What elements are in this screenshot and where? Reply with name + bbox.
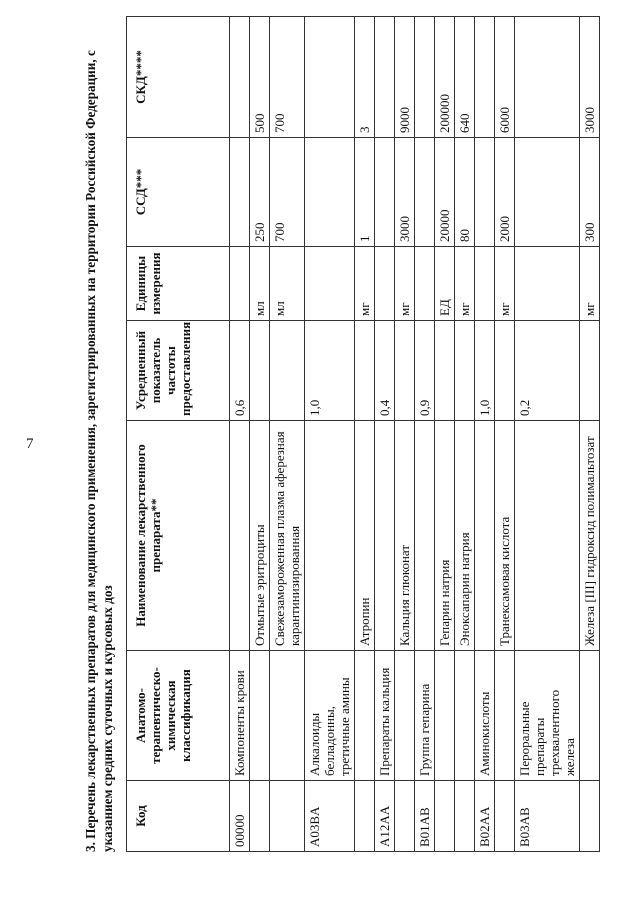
cell-unit: ЕД bbox=[435, 247, 455, 321]
cell-ssd bbox=[475, 138, 495, 247]
table-row bbox=[455, 17, 475, 852]
cell-unit bbox=[305, 247, 355, 321]
cell-drug bbox=[475, 421, 495, 651]
cell-unit bbox=[415, 247, 435, 321]
cell-code bbox=[580, 781, 600, 852]
cell-drug: Транексамовая кислота bbox=[495, 421, 515, 651]
cell-freq bbox=[495, 321, 515, 421]
cell-skd: 200000 bbox=[435, 17, 455, 138]
cell-ssd: 250 bbox=[250, 138, 270, 247]
cell-skd: 3000 bbox=[580, 17, 600, 138]
cell-unit: мл bbox=[270, 247, 305, 321]
cell-atc: Компоненты крови bbox=[230, 651, 250, 781]
cell-code: A12AA bbox=[375, 781, 395, 852]
cell-ssd: 300 bbox=[580, 138, 600, 247]
cell-drug bbox=[515, 421, 580, 651]
table-row bbox=[580, 17, 600, 852]
header-atc: Анатомо-терапевтическо-химическая классификация bbox=[127, 651, 230, 781]
cell-freq: 0,2 bbox=[515, 321, 580, 421]
cell-skd bbox=[375, 17, 395, 138]
cell-atc: Алкалоиды белладонны, третичные амины bbox=[305, 651, 355, 781]
cell-drug bbox=[415, 421, 435, 651]
cell-code bbox=[355, 781, 375, 852]
cell-unit: мг bbox=[395, 247, 415, 321]
cell-atc: Пероральные препараты трехвалентного железа bbox=[515, 651, 580, 781]
table-row bbox=[305, 17, 355, 852]
header-row bbox=[127, 17, 230, 852]
cell-freq bbox=[395, 321, 415, 421]
table-row bbox=[475, 17, 495, 852]
cell-ssd bbox=[230, 138, 250, 247]
cell-ssd: 2000 bbox=[495, 138, 515, 247]
cell-unit: мг bbox=[580, 247, 600, 321]
cell-drug bbox=[230, 421, 250, 651]
rotated-content bbox=[82, 17, 622, 852]
cell-freq: 0,9 bbox=[415, 321, 435, 421]
cell-code bbox=[435, 781, 455, 852]
cell-unit: мг bbox=[355, 247, 375, 321]
cell-freq bbox=[455, 321, 475, 421]
table-row bbox=[375, 17, 395, 852]
cell-drug: Свежезамороженная плазма аферезная карантинизированная bbox=[270, 421, 305, 651]
cell-skd bbox=[475, 17, 495, 138]
cell-atc: Аминокислоты bbox=[475, 651, 495, 781]
cell-ssd: 3000 bbox=[395, 138, 415, 247]
cell-skd: 700 bbox=[270, 17, 305, 138]
page-number: 7 bbox=[26, 436, 34, 452]
cell-skd: 9000 bbox=[395, 17, 415, 138]
cell-ssd bbox=[515, 138, 580, 247]
cell-code bbox=[495, 781, 515, 852]
cell-freq bbox=[250, 321, 270, 421]
header-drug: Наименование лекарственного препарата** bbox=[127, 421, 230, 651]
cell-drug: Эноксапарин натрия bbox=[455, 421, 475, 651]
cell-atc bbox=[435, 651, 455, 781]
table-row bbox=[495, 17, 515, 852]
cell-atc bbox=[455, 651, 475, 781]
cell-drug: Отмытые эритроциты bbox=[250, 421, 270, 651]
cell-code: B02AA bbox=[475, 781, 495, 852]
header-ssd: ССД*** bbox=[127, 138, 230, 247]
cell-skd: 640 bbox=[455, 17, 475, 138]
cell-skd: 6000 bbox=[495, 17, 515, 138]
cell-atc: Препараты кальция bbox=[375, 651, 395, 781]
cell-freq bbox=[355, 321, 375, 421]
cell-atc bbox=[580, 651, 600, 781]
cell-drug: Атропин bbox=[355, 421, 375, 651]
cell-skd bbox=[230, 17, 250, 138]
cell-ssd bbox=[375, 138, 395, 247]
cell-freq: 1,0 bbox=[475, 321, 495, 421]
cell-drug: Гепарин натрия bbox=[435, 421, 455, 651]
header-freq: Усредненный показатель частоты предоставления bbox=[127, 321, 230, 421]
header-code: Код bbox=[127, 781, 230, 852]
drug-table bbox=[126, 16, 600, 852]
cell-unit: мг bbox=[455, 247, 475, 321]
cell-drug: Кальция глюконат bbox=[395, 421, 415, 651]
cell-unit bbox=[230, 247, 250, 321]
cell-ssd: 1 bbox=[355, 138, 375, 247]
cell-code bbox=[270, 781, 305, 852]
table-row bbox=[230, 17, 250, 852]
cell-freq: 0,6 bbox=[230, 321, 250, 421]
cell-ssd: 20000 bbox=[435, 138, 455, 247]
cell-skd: 3 bbox=[355, 17, 375, 138]
table-row bbox=[515, 17, 580, 852]
table-row bbox=[435, 17, 455, 852]
cell-freq bbox=[580, 321, 600, 421]
cell-freq: 0,4 bbox=[375, 321, 395, 421]
cell-code: A03BA bbox=[305, 781, 355, 852]
cell-atc bbox=[270, 651, 305, 781]
cell-ssd: 700 bbox=[270, 138, 305, 247]
cell-drug bbox=[305, 421, 355, 651]
cell-code: 00000 bbox=[230, 781, 250, 852]
cell-ssd bbox=[305, 138, 355, 247]
table-row bbox=[415, 17, 435, 852]
cell-skd bbox=[415, 17, 435, 138]
cell-ssd: 80 bbox=[455, 138, 475, 247]
cell-atc bbox=[395, 651, 415, 781]
cell-code bbox=[455, 781, 475, 852]
cell-freq: 1,0 bbox=[305, 321, 355, 421]
cell-atc bbox=[355, 651, 375, 781]
cell-skd: 500 bbox=[250, 17, 270, 138]
cell-ssd bbox=[415, 138, 435, 247]
header-skd: СКД**** bbox=[127, 17, 230, 138]
cell-freq bbox=[270, 321, 305, 421]
cell-code: B03AB bbox=[515, 781, 580, 852]
table-row bbox=[355, 17, 375, 852]
cell-unit bbox=[515, 247, 580, 321]
table-row bbox=[395, 17, 415, 852]
cell-atc bbox=[495, 651, 515, 781]
cell-unit: мг bbox=[495, 247, 515, 321]
cell-code bbox=[395, 781, 415, 852]
section-title: 3. Перечень лекарственных препаратов для медицинского применения, зарегистрированных на территории Российской Федерации, с указанием средних суточных и курсовых доз bbox=[83, 50, 115, 852]
cell-drug: Железа [III] гидроксид полимальтозат bbox=[580, 421, 600, 651]
cell-atc bbox=[250, 651, 270, 781]
cell-freq bbox=[435, 321, 455, 421]
table-row bbox=[250, 17, 270, 852]
cell-skd bbox=[305, 17, 355, 138]
cell-drug bbox=[375, 421, 395, 651]
table-body bbox=[230, 17, 600, 852]
cell-unit bbox=[375, 247, 395, 321]
cell-skd bbox=[515, 17, 580, 138]
cell-atc: Группа гепарина bbox=[415, 651, 435, 781]
cell-unit: мл bbox=[250, 247, 270, 321]
cell-unit bbox=[475, 247, 495, 321]
cell-code: B01AB bbox=[415, 781, 435, 852]
table-row bbox=[270, 17, 305, 852]
cell-code bbox=[250, 781, 270, 852]
header-unit: Единицы измерения bbox=[127, 247, 230, 321]
